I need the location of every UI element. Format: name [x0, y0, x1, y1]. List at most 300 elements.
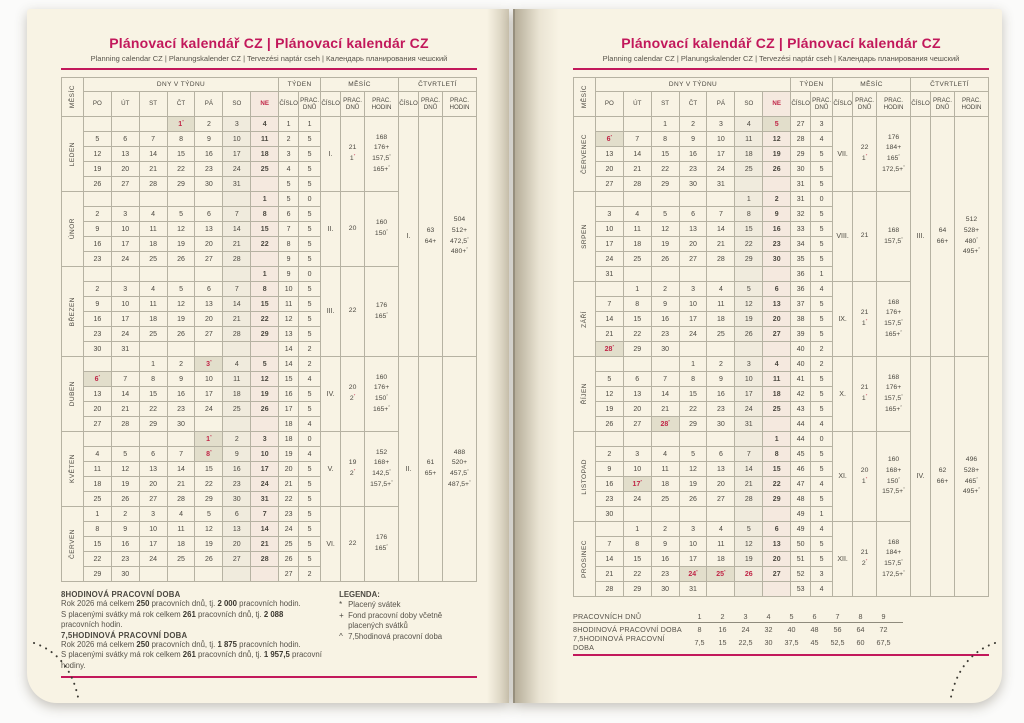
day-cell: 8: [763, 447, 791, 462]
week-number-cell: 31: [791, 192, 811, 207]
value-line: 157,5+^: [882, 485, 905, 496]
day-cell: [679, 192, 707, 207]
stat-column-header: PRAC. DNŮ: [930, 92, 954, 117]
day-cell: 20: [195, 312, 223, 327]
week-workdays-cell: 5: [811, 297, 833, 312]
day-cell: 30: [679, 177, 707, 192]
month-workdays-cell: [853, 192, 877, 282]
day-cell: 26: [679, 492, 707, 507]
month-name-label: DUBEN: [68, 381, 76, 407]
day-cell: 4: [763, 357, 791, 372]
week-group-header: TÝDEN: [791, 78, 833, 92]
day-cell: 19: [111, 477, 139, 492]
day-cell: 29: [167, 177, 195, 192]
value-line: 22: [348, 539, 357, 547]
day-cell: 3: [735, 357, 763, 372]
day-cell: 21: [595, 567, 623, 582]
day-cell: 17: [223, 147, 251, 162]
quarter-number-cell: III.: [911, 117, 931, 357]
day-cell: 14: [111, 387, 139, 402]
day-cell: 17: [251, 462, 279, 477]
day-cell: 25: [223, 402, 251, 417]
day-cell: 8*: [195, 447, 223, 462]
month-name-cell: [62, 267, 84, 357]
day-cell: [139, 267, 167, 282]
week-number-cell: 46: [791, 462, 811, 477]
footer-rule-left: [61, 676, 477, 678]
week-workdays-cell: 5: [811, 537, 833, 552]
day-cell: 8: [735, 207, 763, 222]
day-cell: 14: [223, 297, 251, 312]
day-cell: 12: [167, 222, 195, 237]
day-cell: 4: [223, 357, 251, 372]
row-value: 30: [764, 638, 773, 647]
week-workdays-cell: 5: [299, 132, 321, 147]
day-cell: [763, 582, 791, 597]
value-line: 165+^: [884, 328, 903, 338]
day-cell: [595, 432, 623, 447]
day-cell: 5: [735, 522, 763, 537]
day-cell: 16: [707, 387, 735, 402]
table-header-columns: [62, 92, 477, 117]
day-cell: 21: [111, 402, 139, 417]
day-cell: 25: [167, 552, 195, 567]
day-cell: 13: [763, 297, 791, 312]
day-cell: 17: [679, 552, 707, 567]
week-workdays-cell: 4: [299, 447, 321, 462]
day-cell: 19: [167, 312, 195, 327]
day-cell: 5: [167, 207, 195, 222]
week-workdays-cell: 5: [299, 222, 321, 237]
day-cell: 1: [251, 267, 279, 282]
day-cell: 18: [167, 537, 195, 552]
day-cell: [111, 117, 139, 132]
workdays-hours-row: [573, 610, 903, 623]
week-number-cell: 53: [791, 582, 811, 597]
day-cell: [651, 357, 679, 372]
day-cell: 28*: [595, 342, 623, 357]
day-cell: 9: [651, 537, 679, 552]
day-cell: 1*: [167, 117, 195, 132]
row-label: 7,5HODINOVÁ PRACOVNÍ DOBA: [573, 633, 665, 652]
week-workdays-cell: 4: [811, 417, 833, 432]
day-cell: 24: [223, 162, 251, 177]
day-cell: 21: [623, 162, 651, 177]
day-cell: 4: [167, 507, 195, 522]
legend-symbol: ^: [339, 631, 343, 641]
day-cell: [735, 582, 763, 597]
day-cell: [83, 117, 111, 132]
stat-column-header: ČÍSLO: [911, 92, 931, 117]
day-cell: 22: [139, 402, 167, 417]
day-cell: 3*: [195, 357, 223, 372]
value-line: 22: [348, 307, 357, 315]
day-cell: 7: [251, 507, 279, 522]
day-cell: 17: [707, 147, 735, 162]
month-column-header: [574, 78, 596, 117]
day-cell: 23: [83, 252, 111, 267]
value-line: 22: [860, 144, 869, 152]
legend-text: 7,5hodinová pracovní doba: [348, 631, 443, 641]
planning-calendar-table-left: [61, 77, 477, 582]
day-cell: 10: [707, 132, 735, 147]
day-cell: 30: [223, 492, 251, 507]
week-workdays-cell: 5: [811, 207, 833, 222]
perforation-dots-icon: [930, 639, 1000, 701]
page-title: Plánovací kalendář CZ | Plánovací kalendár CZ: [621, 35, 941, 51]
week-number-cell: 43: [791, 402, 811, 417]
day-cell: 20: [595, 162, 623, 177]
legend-text: Placený svátek: [348, 600, 401, 609]
value-line: 168: [887, 373, 900, 381]
week-workdays-cell: 5: [299, 162, 321, 177]
day-cell: [195, 342, 223, 357]
day-cell: 21: [223, 312, 251, 327]
month-workdays-cell: [853, 282, 877, 357]
row-value: 7,5: [694, 638, 705, 647]
week-workdays-cell: 5: [299, 147, 321, 162]
day-cell: 27: [195, 327, 223, 342]
day-cell: 21: [735, 477, 763, 492]
day-cell: [623, 267, 651, 282]
day-cell: 11: [139, 222, 167, 237]
day-cell: [735, 342, 763, 357]
value-line: 165+^: [372, 403, 391, 413]
month-workhours-cell: [877, 282, 911, 357]
week-workdays-cell: 2: [299, 357, 321, 372]
week-workdays-cell: 5: [811, 402, 833, 417]
row-value: 45: [810, 638, 819, 647]
week-number-cell: 35: [791, 252, 811, 267]
row-value: 24: [741, 625, 750, 634]
day-cell: 7: [623, 132, 651, 147]
month-name-label: PROSINEC: [580, 540, 588, 578]
day-cell: 31: [735, 417, 763, 432]
row-value: 4: [766, 611, 771, 621]
day-cell: [251, 252, 279, 267]
day-cell: 22: [251, 237, 279, 252]
day-cell: 8: [623, 537, 651, 552]
day-cell: 27: [223, 552, 251, 567]
value-line: 157,5^: [884, 235, 903, 245]
value-line: 168+: [885, 466, 902, 474]
month-workdays-cell: [341, 432, 365, 507]
week-workdays-cell: 5: [811, 387, 833, 402]
week-number-cell: 28: [791, 132, 811, 147]
week-workdays-cell: 4: [811, 582, 833, 597]
day-cell: 10: [735, 372, 763, 387]
week-number-cell: 52: [791, 567, 811, 582]
day-cell: 18: [735, 147, 763, 162]
day-cell: 30: [651, 582, 679, 597]
day-cell: 24: [251, 477, 279, 492]
day-cell: 28: [139, 177, 167, 192]
day-cell: [111, 267, 139, 282]
day-cell: [735, 267, 763, 282]
value-line: 19: [348, 459, 357, 467]
worktime-heading: 8HODINOVÁ PRACOVNÍ DOBA: [61, 590, 181, 599]
day-cell: 17: [139, 537, 167, 552]
value-line: 176+: [373, 384, 390, 392]
page-subtitle: Planning calendar CZ | Planungskalender CZ | Tervezési naptár cseh | Календарь планирования чешский: [90, 54, 448, 63]
day-cell: 21: [251, 537, 279, 552]
stat-column-header: PRAC. HODIN: [954, 92, 988, 117]
value-line: 504: [453, 216, 466, 224]
day-cell: [223, 342, 251, 357]
day-cell: 8: [679, 372, 707, 387]
week-workdays-cell: 5: [299, 387, 321, 402]
day-cell: [167, 192, 195, 207]
day-cell: [595, 357, 623, 372]
week-number-cell: 18: [279, 417, 299, 432]
worktime-text-block: [61, 590, 323, 671]
value-line: 176: [375, 534, 388, 542]
day-cell: 17: [195, 387, 223, 402]
day-cell: 28: [251, 552, 279, 567]
value-line: 168: [887, 538, 900, 546]
week-workdays-cell: 1: [299, 117, 321, 132]
day-cell: 16: [195, 147, 223, 162]
day-cell: 25: [83, 492, 111, 507]
day-cell: 26: [735, 327, 763, 342]
day-cell: [679, 507, 707, 522]
day-cell: [623, 507, 651, 522]
day-cell: 9: [167, 372, 195, 387]
month-number-cell: X.: [833, 357, 853, 432]
day-cell: 11: [251, 132, 279, 147]
week-workdays-cell: 5: [811, 237, 833, 252]
day-cell: 29: [83, 567, 111, 582]
row-value: 56: [833, 625, 842, 634]
day-cell: [111, 192, 139, 207]
day-cell: 2: [83, 282, 111, 297]
day-cell: 3: [679, 282, 707, 297]
month-number-cell: IX.: [833, 282, 853, 357]
stat-column-header: PRAC. DNŮ: [418, 92, 442, 117]
day-cell: 24: [735, 402, 763, 417]
day-cell: 20: [679, 237, 707, 252]
day-cell: 13: [195, 222, 223, 237]
day-cell: 12: [763, 132, 791, 147]
value-line: 168: [887, 298, 900, 306]
week-number-cell: 15: [279, 372, 299, 387]
day-cell: 14: [167, 462, 195, 477]
week-workdays-cell: 3: [811, 567, 833, 582]
day-cell: [595, 117, 623, 132]
stat-column-header: ČÍSLO: [279, 92, 299, 117]
day-cell: 18: [223, 387, 251, 402]
day-cell: 5: [83, 132, 111, 147]
day-cell: [679, 432, 707, 447]
day-cell: 28: [223, 252, 251, 267]
week-row: [62, 117, 477, 132]
day-cell: 23: [763, 237, 791, 252]
day-cell: 11: [83, 462, 111, 477]
day-cell: [111, 357, 139, 372]
value-line: 528+: [963, 226, 980, 234]
legend-block: [323, 590, 477, 671]
value-line: 62: [938, 466, 947, 474]
week-workdays-cell: 5: [811, 312, 833, 327]
day-cell: 26: [195, 552, 223, 567]
day-cell: 27: [139, 492, 167, 507]
month-workhours-cell: [365, 192, 399, 267]
month-column-header: [62, 78, 84, 117]
value-line: 512: [965, 216, 978, 224]
day-cell: 1*: [195, 432, 223, 447]
month-workhours-cell: [877, 522, 911, 597]
week-number-cell: 27: [279, 567, 299, 582]
day-cell: 17*: [623, 477, 651, 492]
day-cell: 29: [251, 327, 279, 342]
day-cell: 18: [251, 147, 279, 162]
day-cell: 7: [651, 372, 679, 387]
day-cell: 22: [735, 237, 763, 252]
month-number-cell: V.: [321, 432, 341, 507]
day-cell: 15: [735, 222, 763, 237]
value-line: 487,5+^: [448, 478, 471, 488]
worktime-line: S placenými svátky má rok celkem 261 pracovních dnů, tj. 2 088 pracovních hodin.: [61, 609, 284, 630]
week-row: [62, 357, 477, 372]
day-cell: [195, 192, 223, 207]
day-cell: 25: [763, 402, 791, 417]
day-cell: 8: [623, 297, 651, 312]
day-cell: 8: [139, 372, 167, 387]
value-line: 165^: [374, 542, 389, 552]
day-column-header: ÚT: [111, 92, 139, 117]
day-cell: 9: [223, 447, 251, 462]
day-column-header: SO: [735, 92, 763, 117]
workdays-hours-row: [573, 633, 903, 652]
worktime-line: Rok 2026 má celkem 250 pracovních dnů, tj. 2 000 pracovních hodin.: [61, 599, 301, 608]
day-cell: 30: [83, 342, 111, 357]
day-cell: 16: [763, 222, 791, 237]
day-cell: 15: [251, 297, 279, 312]
month-number-cell: II.: [321, 192, 341, 267]
day-cell: 30: [167, 417, 195, 432]
day-cell: 16: [83, 237, 111, 252]
week-workdays-cell: 5: [299, 312, 321, 327]
month-name-label: ZÁŘÍ: [580, 310, 588, 328]
day-cell: 5: [111, 447, 139, 462]
day-cell: 23: [111, 552, 139, 567]
day-column-header: NE: [251, 92, 279, 117]
day-cell: 15: [167, 147, 195, 162]
row-value: 67,5: [876, 638, 891, 647]
month-name-cell: [574, 117, 596, 192]
day-cell: 28: [623, 177, 651, 192]
legend-symbol: *: [339, 600, 343, 609]
row-value: 64: [856, 625, 865, 634]
day-cell: [83, 432, 111, 447]
day-cell: 2: [763, 192, 791, 207]
value-line: 1*: [349, 152, 356, 162]
day-cell: 26: [251, 402, 279, 417]
day-cell: 5: [251, 357, 279, 372]
day-cell: [735, 507, 763, 522]
day-cell: 1: [623, 522, 651, 537]
week-number-cell: 20: [279, 462, 299, 477]
day-cell: 17: [735, 387, 763, 402]
day-cell: 30: [195, 177, 223, 192]
week-number-cell: 41: [791, 372, 811, 387]
value-line: 184+: [885, 549, 902, 557]
day-cell: 11: [139, 297, 167, 312]
month-number-cell: XII.: [833, 522, 853, 597]
day-cell: [735, 432, 763, 447]
value-line: 2*: [861, 557, 868, 567]
week-number-cell: 24: [279, 522, 299, 537]
day-cell: 5: [735, 282, 763, 297]
row-value: 7: [835, 611, 840, 621]
week-number-cell: 26: [279, 552, 299, 567]
row-label: 8HODINOVÁ PRACOVNÍ DOBA: [573, 625, 682, 634]
day-cell: 5: [651, 207, 679, 222]
value-line: 150^: [374, 392, 389, 402]
week-workdays-cell: 5: [299, 477, 321, 492]
day-cell: 13: [595, 147, 623, 162]
value-line: 150^: [886, 475, 901, 485]
day-cell: 19: [763, 147, 791, 162]
day-cell: 13: [83, 387, 111, 402]
day-cell: 11: [223, 372, 251, 387]
day-cell: 21: [139, 162, 167, 177]
day-cell: 27: [679, 252, 707, 267]
table-header-columns: [574, 92, 989, 117]
month-number-cell: VII.: [833, 117, 853, 192]
day-cell: 6*: [595, 132, 623, 147]
day-cell: 31: [707, 177, 735, 192]
day-cell: 2: [651, 522, 679, 537]
day-cell: 16: [167, 387, 195, 402]
value-line: 172,5+^: [882, 163, 905, 173]
day-cell: [139, 117, 167, 132]
legend-text: Fond pracovní doby včetně placených svátků: [348, 610, 443, 631]
day-cell: [707, 432, 735, 447]
week-number-cell: 18: [279, 432, 299, 447]
day-cell: 28: [111, 417, 139, 432]
day-cell: 20: [763, 312, 791, 327]
day-cell: [595, 522, 623, 537]
day-cell: 6: [763, 522, 791, 537]
value-line: 160: [375, 219, 388, 227]
day-cell: 16: [679, 147, 707, 162]
day-cell: 14: [651, 387, 679, 402]
quarter-workdays-cell: [418, 357, 442, 582]
month-workhours-cell: [365, 117, 399, 192]
value-line: 165+^: [372, 163, 391, 173]
day-cell: [707, 192, 735, 207]
day-cell: 29: [679, 417, 707, 432]
month-workdays-cell: [853, 522, 877, 597]
day-cell: 16: [83, 312, 111, 327]
planning-table: [573, 77, 989, 597]
week-number-cell: 40: [791, 342, 811, 357]
value-line: 64+: [424, 237, 437, 245]
day-cell: 3: [679, 522, 707, 537]
day-cell: 10: [251, 447, 279, 462]
quarter-workhours-cell: [442, 117, 476, 357]
day-cell: 19: [83, 162, 111, 177]
day-cell: 11: [623, 222, 651, 237]
day-cell: 19: [251, 387, 279, 402]
stat-column-header: PRAC. DNŮ: [811, 92, 833, 117]
day-cell: [251, 567, 279, 582]
day-cell: 7: [595, 537, 623, 552]
quarter-number-cell: II.: [399, 357, 419, 582]
quarter-workhours-cell: [442, 357, 476, 582]
day-cell: 1: [763, 432, 791, 447]
